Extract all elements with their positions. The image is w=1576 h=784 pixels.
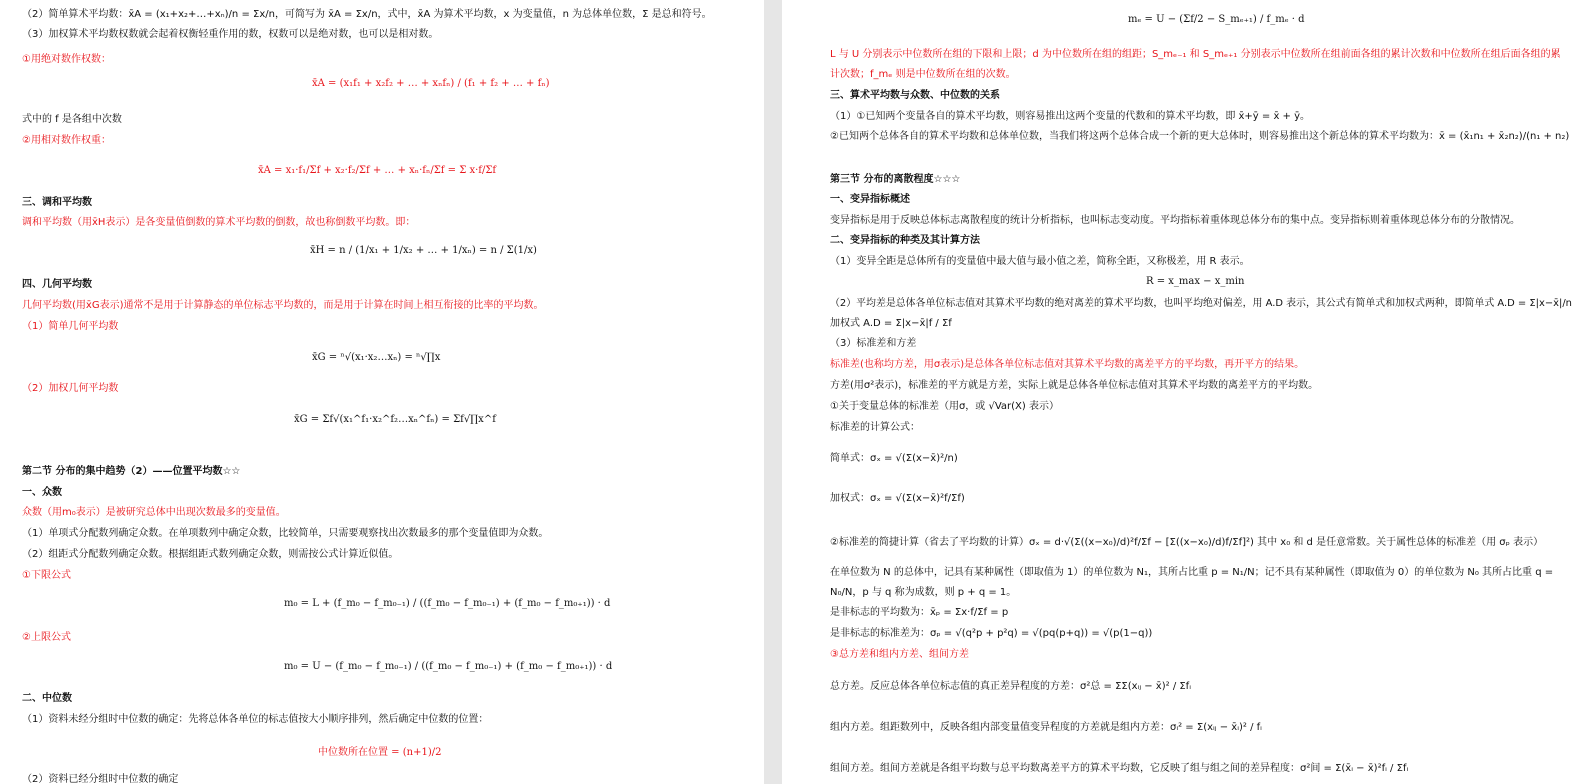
simple-mean-text: （2）简单算术平均数：x̄A = (x₁+x₂+…+xₙ)/n = Σx/n，可简写为 x̄A = Σx/n，式中，x̄A 为算术平均数，x 为变量值，n 为总体单位数，Σ 是总和符号。 — [22, 9, 712, 20]
lower-limit-formula: m₀ = L + (f_m₀ − f_m₀₋₁) / ((f_m₀ − f_m₀₋₁) + (f_m₀ − f_m₀₊₁)) · d — [284, 598, 611, 609]
mean-deviation-weighted: 加权式 A.D = Σ|x−x̄|f / Σf — [830, 318, 952, 329]
between-variance-text: 组间方差。组间方差就是各组平均数与总平均数离差平方的算术平均数，它反映了组与组之间的差异程度：σ²间 = Σ(x̄ᵢ − x̄)²fᵢ / Σfᵢ — [830, 763, 1409, 774]
median-position-formula: 中位数所在位置 = (n+1)/2 — [318, 747, 442, 758]
median-grouped-text: （2）资料已经分组时中位数的确定 — [22, 774, 179, 784]
std-weighted-formula: 加权式：σₓ = √(Σ(x−x̄)²f/Σf) — [830, 493, 965, 504]
variance-decomposition-heading: ③总方差和组内方差、组间方差 — [830, 649, 969, 660]
median-legend-line2: 计次数；f_mₑ 则是中位数所在组的次数。 — [830, 69, 1016, 80]
variation-overview-heading: 一、变异指标概述 — [830, 194, 910, 205]
median-ungrouped-text: （1）资料未经分组时中位数的确定：先将总体各单位的标志值按大小顺序排列，然后确定中位数的位置： — [22, 714, 489, 725]
std-formula-heading: 标准差的计算公式： — [830, 422, 920, 433]
range-text: （1）变异全距是总体所有的变量值中最大值与最小值之差，简称全距，又称极差，用 R 表示。 — [830, 256, 1250, 267]
mode-grouped-text: （2）组距式分配数列确定众数。根据组距式数列确定众数，则需按公式计算近似值。 — [22, 549, 399, 560]
std-simple-formula: 简单式：σₓ = √(Σ(x−x̄)²/n) — [830, 453, 958, 464]
section3-heading: 第三节 分布的离散程度☆☆☆ — [830, 174, 961, 185]
variance-definition: 方差(用σ²表示)，标准差的平方就是方差，实际上就是总体各单位标志值对其算术平均数的离差平方的平均数。 — [830, 380, 1319, 391]
median-heading: 二、中位数 — [22, 693, 72, 704]
mode-single-text: （1）单项式分配数列确定众数。在单项数列中确定众数，比较简单，只需要观察找出次数最多的那个变量值即为众数。 — [22, 528, 549, 539]
section-harmonic-heading: 三、调和平均数 — [22, 197, 92, 208]
total-variance-text: 总方差。反应总体各单位标志值的真正差异程度的方差：σ²总 = ΣΣ(xᵢⱼ − x̄)² / Σfᵢ — [830, 681, 1191, 692]
document-page-right — [782, 0, 1576, 784]
weighted-mean-formula-2: x̄A = x₁·f₁/Σf + x₂·f₂/Σf + … + xₙ·fₙ/Σf = Σ x·f/Σf — [258, 165, 497, 176]
relation-point1: （1）①已知两个变量各自的算术平均数，则容易推出这两个变量的代数和的算术平均数，即 x̄+ȳ = x̄ + ȳ。 — [830, 111, 1311, 122]
harmonic-definition: 调和平均数（用x̄H表示）是各变量值倒数的算术平均数的倒数，故也称倒数平均数。即： — [22, 217, 416, 228]
binary-mean-formula: 是非标志的平均数为：x̄ₚ = Σx·f/Σf = p — [830, 607, 1009, 618]
document-page-left — [0, 0, 764, 784]
geometric-definition: 几何平均数(用x̄G表示)通常不是用于计算静态的单位标志平均数的，而是用于计算在时间上相互衔接的比率的平均数。 — [22, 300, 544, 311]
relation-heading: 三、算术平均数与众数、中位数的关系 — [830, 90, 1000, 101]
relative-weight-heading: ②用相对数作权重： — [22, 135, 111, 146]
weighted-mean-text: （3）加权算术平均数权数就会起着权衡轻重作用的数，权数可以是绝对数，也可以是相对数。 — [22, 29, 439, 40]
mode-definition: 众数（用m₀表示）是被研究总体中出现次数最多的变量值。 — [22, 507, 286, 518]
f-note: 式中的 f 是各组中次数 — [22, 114, 122, 125]
attribute-line1: 在单位数为 N 的总体中，记具有某种属性（即取值为 1）的单位数为 N₁，其所占比重 p = N₁/N；记不具有某种属性（即取值为 0）的单位数为 N₀ 其所占比重 q = — [830, 567, 1554, 578]
simple-geometric-heading: （1）简单几何平均数 — [22, 321, 119, 332]
variation-types-heading: 二、变异指标的种类及其计算方法 — [830, 235, 980, 246]
lower-limit-heading: ①下限公式 — [22, 570, 71, 581]
weighted-mean-formula-1: x̄A = (x₁f₁ + x₂f₂ + … + xₙfₙ) / (f₁ + f₂ + … + fₙ) — [312, 78, 550, 89]
median-legend-line1: L 与 U 分别表示中位数所在组的下限和上限；d 为中位数所在组的组距；S_mₑ₋₁ 和 S_mₑ₊₁ 分别表示中位数所在组前面各组的累计次数和中位数所在组后面各组的累 — [830, 49, 1561, 60]
upper-limit-heading: ②上限公式 — [22, 632, 71, 643]
relation-point2: ②已知两个总体各自的算术平均数和总体单位数，当我们将这两个总体合成一个新的更大总体时，则容易推出这个新总体的算术平均数为：x̄ = (x̄₁n₁ + x̄₂n₂)/(n₁ + n₂) — [830, 131, 1570, 142]
mode-heading: 一、众数 — [22, 487, 62, 498]
std-definition: 标准差(也称均方差，用σ表示)是总体各单位标志值对其算术平均数的离差平方的平均数，再开平方的结果。 — [830, 359, 1305, 370]
binary-std-formula: 是非标志的标准差为：σₚ = √(q²p + p²q) = √(pq(p+q)) = √(p(1−q)) — [830, 628, 1153, 639]
section2-heading: 第二节 分布的集中趋势（2）——位置平均数☆☆ — [22, 466, 241, 477]
variation-overview-text: 变异指标是用于反映总体标志离散程度的统计分析指标，也叫标志变动度。平均指标着重体现总体分布的集中点。变异指标则着重体现总体分布的分散情况。 — [830, 215, 1520, 226]
median-upper-formula: mₑ = U − (Σf/2 − S_mₑ₊₁) / f_mₑ · d — [1128, 14, 1305, 25]
std-variance-heading: （3）标准差和方差 — [830, 338, 917, 349]
variable-std-heading: ①关于变量总体的标准差（用σ，或 √Var(X) 表示） — [830, 401, 1059, 412]
simple-geometric-formula: x̄G = ⁿ√(x₁·x₂…xₙ) = ⁿ√∏x — [312, 352, 441, 363]
upper-limit-formula: m₀ = U − (f_m₀ − f_m₀₋₁) / ((f_m₀ − f_m₀₋₁) + (f_m₀ − f_m₀₊₁)) · d — [284, 661, 613, 672]
harmonic-formula: x̄H = n / (1/x₁ + 1/x₂ + … + 1/xₙ) = n / Σ(1/x) — [310, 245, 537, 256]
weighted-geometric-heading: （2）加权几何平均数 — [22, 383, 119, 394]
attribute-line2: N₀/N，p 与 q 称为成数，则 p + q = 1。 — [830, 587, 1017, 598]
mean-deviation-text: （2）平均差是总体各单位标志值对其算术平均数的绝对离差的算术平均数，也叫平均绝对偏差，用 A.D 表示，其公式有简单式和加权式两种，即简单式 A.D = Σ|x−x̄|/n — [830, 298, 1572, 309]
range-formula: R = x_max − x_min — [1146, 276, 1245, 287]
section-geometric-heading: 四、几何平均数 — [22, 279, 92, 290]
weighted-geometric-formula: x̄G = Σf√(x₁^f₁·x₂^f₂…xₙ^fₙ) = Σf√∏x^f — [294, 414, 496, 425]
page-gutter — [764, 0, 782, 784]
std-shortcut-text: ②标准差的简捷计算（省去了平均数的计算）σₓ = d·√(Σ((x−x₀)/d)²f/Σf − [Σ((x−x₀)/d)f/Σf]²) 其中 x₀ 和 d 是任意常数。关于属性总体的标准差（用 σₚ 表示） — [830, 537, 1544, 548]
within-variance-text: 组内方差。组距数列中，反映各组内部变量值变异程度的方差就是组内方差：σᵢ² = Σ(xᵢⱼ − x̄ᵢ)² / fᵢ — [830, 722, 1262, 733]
absolute-weight-heading: ①用绝对数作权数： — [22, 54, 111, 65]
